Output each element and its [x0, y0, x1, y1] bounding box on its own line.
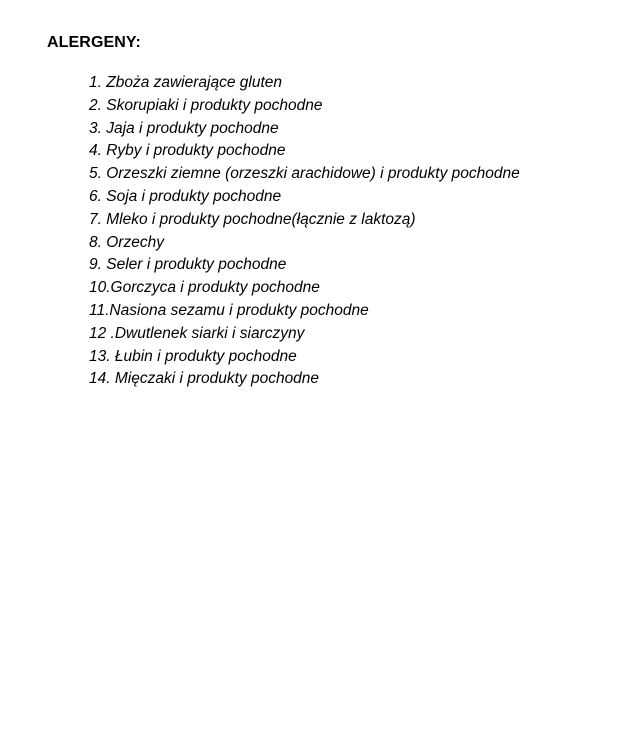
allergen-item-12: 12 .Dwutlenek siarki i siarczyny — [89, 324, 305, 342]
allergen-item-7: 7. Mleko i produkty pochodne(łącznie z laktozą) — [89, 210, 416, 228]
allergen-item-9: 9. Seler i produkty pochodne — [89, 256, 287, 274]
allergen-item-14: 14. Mięczaki i produkty pochodne — [89, 370, 320, 388]
document-title: ALERGENY: — [47, 34, 141, 51]
allergen-item-6: 6. Soja i produkty pochodne — [89, 187, 282, 205]
allergen-item-2: 2. Skorupiaki i produkty pochodne — [89, 96, 323, 114]
allergen-item-13: 13. Łubin i produkty pochodne — [89, 347, 297, 365]
allergen-item-4: 4. Ryby i produkty pochodne — [89, 142, 286, 160]
allergen-list — [89, 72, 520, 391]
allergen-item-11: 11.Nasiona sezamu i produkty pochodne — [89, 301, 369, 319]
allergen-item-3: 3. Jaja i produkty pochodne — [89, 119, 279, 137]
allergen-item-8: 8. Orzechy — [89, 233, 164, 251]
allergen-item-1: 1. Zboża zawierające gluten — [89, 74, 283, 91]
allergen-item-10: 10.Gorczyca i produkty pochodne — [89, 279, 320, 297]
allergen-item-5: 5. Orzeszki ziemne (orzeszki arachidowe) i produkty pochodne — [89, 165, 520, 183]
